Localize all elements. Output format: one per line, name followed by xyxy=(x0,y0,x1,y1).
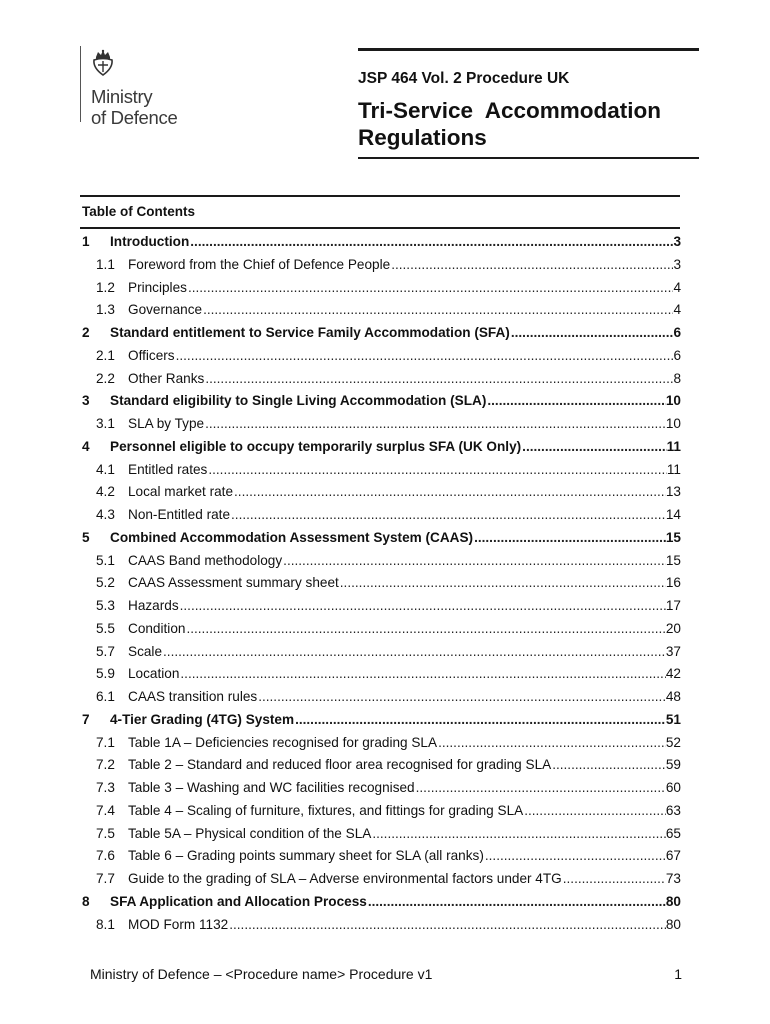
toc-entry-page: 13 xyxy=(665,484,681,500)
toc-subsection-entry[interactable] xyxy=(80,598,681,621)
toc-dot-leader xyxy=(187,280,674,295)
toc-entry-title: Governance xyxy=(128,302,203,318)
toc-subsection-entry[interactable] xyxy=(80,735,681,758)
toc-dot-leader xyxy=(179,598,666,613)
toc-dot-leader xyxy=(294,712,666,727)
toc-entry-title: Table 3 – Washing and WC facilities recognised xyxy=(128,780,415,795)
org-line-1: Ministry xyxy=(91,86,153,107)
page-footer xyxy=(90,966,682,982)
toc-section-entry[interactable] xyxy=(80,439,681,462)
toc-dot-leader xyxy=(437,735,666,750)
organisation-name xyxy=(91,86,177,128)
toc-subsection-entry[interactable] xyxy=(80,462,681,485)
toc-entry-page: 15 xyxy=(665,552,681,568)
toc-section-entry[interactable] xyxy=(80,894,681,917)
toc-entry-title: MOD Form 1132 xyxy=(128,916,229,932)
toc-entry-number: 3.1 xyxy=(96,416,115,431)
title-line-1: Tri-Service Accommodation xyxy=(358,97,662,123)
toc-subsection-entry[interactable] xyxy=(80,280,681,303)
toc-entry-page: 42 xyxy=(665,666,681,682)
toc-entry-number: 3 xyxy=(82,393,90,409)
toc-entry-title: CAAS Band methodology xyxy=(128,552,283,568)
toc-entry-number: 6.1 xyxy=(96,689,115,704)
toc-section-entry[interactable] xyxy=(80,393,681,416)
toc-entry-page: 8 xyxy=(673,370,681,386)
toc-entry-number: 4.2 xyxy=(96,484,115,500)
toc-entry-title: Personnel eligible to occupy temporarily surplus SFA (UK Only) xyxy=(110,438,522,454)
toc-entry-page: 60 xyxy=(665,780,681,795)
toc-entry-number: 8 xyxy=(82,893,90,909)
toc-entry-page: 14 xyxy=(665,507,681,522)
toc-subsection-entry[interactable] xyxy=(80,826,681,849)
toc-entry-number: 7.5 xyxy=(96,825,115,841)
toc-dot-leader xyxy=(484,848,666,863)
toc-subsection-entry[interactable] xyxy=(80,666,681,689)
toc-entry-number: 1.3 xyxy=(96,302,115,318)
toc-subsection-entry[interactable] xyxy=(80,644,681,667)
toc-subsection-entry[interactable] xyxy=(80,917,681,940)
toc-dot-leader xyxy=(162,644,666,659)
toc-dot-leader xyxy=(204,371,673,386)
toc-entry-number: 7 xyxy=(82,711,90,727)
toc-subsection-entry[interactable] xyxy=(80,302,681,325)
toc-entry-title: Foreword from the Chief of Defence People xyxy=(128,256,391,272)
page-number: 1 xyxy=(674,966,682,982)
toc-entry-page: 11 xyxy=(666,461,681,477)
toc-entry-number: 5.7 xyxy=(96,643,115,659)
toc-dot-leader xyxy=(510,325,674,340)
toc-entry-title: Table 2 – Standard and reduced floor area recognised for grading SLA xyxy=(128,757,552,773)
toc-subsection-entry[interactable] xyxy=(80,621,681,644)
toc-entry-title: Table 4 – Scaling of furniture, fixtures, and fittings for grading SLA xyxy=(128,802,524,818)
toc-entry-page: 17 xyxy=(665,598,681,613)
toc-entry-number: 2 xyxy=(82,325,90,340)
toc-entry-title: Entitled rates xyxy=(128,461,208,477)
toc-entry-number: 4.1 xyxy=(96,461,115,477)
toc-entry-title: SFA Application and Allocation Process xyxy=(110,893,367,909)
toc-entry-number: 7.1 xyxy=(96,734,115,750)
toc-entry-title: Officers xyxy=(128,347,175,363)
toc-entry-page: 10 xyxy=(665,416,681,431)
toc-entry-title: Table 1A – Deficiencies recognised for grading SLA xyxy=(128,734,438,750)
toc-dot-leader xyxy=(185,621,665,636)
toc-entry-number: 7.7 xyxy=(96,871,115,886)
toc-dot-leader xyxy=(551,757,666,772)
org-line-2: of Defence xyxy=(91,107,178,128)
toc-dot-leader xyxy=(562,871,666,886)
toc-entry-title: Standard entitlement to Service Family Accommodation (SFA) xyxy=(110,325,510,340)
logo-divider xyxy=(80,46,81,122)
toc-entry-page: 3 xyxy=(673,234,681,249)
toc-entry-number: 2.2 xyxy=(96,370,115,386)
toc-entry-page: 11 xyxy=(666,438,681,454)
toc-section-entry[interactable] xyxy=(80,530,681,553)
toc-entry-page: 4 xyxy=(673,302,681,318)
toc-entry-number: 4 xyxy=(82,438,90,454)
toc-entry-title: Location xyxy=(128,666,180,682)
toc-entry-number: 8.1 xyxy=(96,916,115,932)
toc-entry-page: 59 xyxy=(665,757,681,773)
toc-entry-page: 6 xyxy=(673,325,681,340)
toc-entry-number: 5.2 xyxy=(96,575,115,591)
toc-dot-leader xyxy=(371,826,666,841)
toc-entry-page: 20 xyxy=(665,620,681,636)
toc-subsection-entry[interactable] xyxy=(80,689,681,712)
document-subtitle: JSP 464 Vol. 2 Procedure UK xyxy=(358,69,570,87)
toc-subsection-entry[interactable] xyxy=(80,871,681,894)
footer-text: Ministry of Defence – <Procedure name> Procedure v1 xyxy=(90,966,433,982)
toc-entry-page: 3 xyxy=(673,256,681,272)
toc-dot-leader xyxy=(179,666,665,681)
toc-dot-leader xyxy=(521,439,666,454)
toc-entry-page: 6 xyxy=(673,347,681,363)
toc-entry-title: CAAS transition rules xyxy=(128,689,258,704)
royal-crest-icon xyxy=(90,48,116,78)
toc-entry-title: 4-Tier Grading (4TG) System xyxy=(110,711,295,727)
toc-entry-title: Combined Accommodation Assessment System (CAAS) xyxy=(110,529,474,545)
toc-entry-page: 67 xyxy=(665,848,681,864)
title-rule-bottom xyxy=(358,157,699,160)
toc-entry-page: 37 xyxy=(665,643,681,659)
toc-rule-top xyxy=(80,195,680,197)
toc-dot-leader xyxy=(390,257,673,272)
toc-entry-page: 48 xyxy=(665,689,681,704)
toc-entry-number: 5.9 xyxy=(96,666,115,682)
toc-entry-title: CAAS Assessment summary sheet xyxy=(128,575,339,591)
toc-entry-number: 7.6 xyxy=(96,848,115,864)
toc-entry-number: 1 xyxy=(82,234,90,249)
toc-subsection-entry[interactable] xyxy=(80,371,681,394)
toc-subsection-entry[interactable] xyxy=(80,553,681,576)
toc-dot-leader xyxy=(228,917,666,932)
toc-dot-leader xyxy=(207,462,667,477)
toc-subsection-entry[interactable] xyxy=(80,848,681,871)
toc-entry-title: Principles xyxy=(128,279,187,295)
toc-entry-number: 2.1 xyxy=(96,347,115,363)
toc-entry-title: Condition xyxy=(128,620,186,636)
toc-entry-page: 52 xyxy=(665,734,681,750)
toc-entry-title: Local market rate xyxy=(128,484,234,500)
toc-dot-leader xyxy=(473,530,666,545)
toc-entry-number: 7.2 xyxy=(96,757,115,773)
toc-section-entry[interactable] xyxy=(80,234,681,257)
toc-heading: Table of Contents xyxy=(82,204,195,219)
document-title-block xyxy=(358,48,699,159)
toc-rule-bottom xyxy=(80,227,680,229)
toc-subsection-entry[interactable] xyxy=(80,803,681,826)
toc-dot-leader xyxy=(339,575,666,590)
toc-entry-page: 63 xyxy=(665,802,681,818)
toc-subsection-entry[interactable] xyxy=(80,575,681,598)
toc-entry-title: Introduction xyxy=(110,234,190,249)
toc-entry-page: 16 xyxy=(665,575,681,591)
toc-subsection-entry[interactable] xyxy=(80,348,681,371)
toc-section-entry[interactable] xyxy=(80,325,681,348)
toc-entry-number: 5.1 xyxy=(96,552,115,568)
toc-subsection-entry[interactable] xyxy=(80,780,681,803)
title-line-2: Regulations xyxy=(358,124,487,150)
toc-entry-number: 5.3 xyxy=(96,598,115,613)
toc-entry-title: Hazards xyxy=(128,598,179,613)
toc-entry-page: 73 xyxy=(665,871,681,886)
toc-dot-leader xyxy=(230,507,666,522)
toc-entry-number: 1.2 xyxy=(96,279,115,295)
toc-subsection-entry[interactable] xyxy=(80,484,681,507)
toc-entry-page: 10 xyxy=(665,393,681,409)
toc-dot-leader xyxy=(189,234,673,249)
toc-entry-page: 15 xyxy=(665,529,681,545)
title-rule-top xyxy=(358,48,699,51)
toc-entry-number: 1.1 xyxy=(96,256,115,272)
toc-entry-title: Guide to the grading of SLA – Adverse environmental factors under 4TG xyxy=(128,871,562,886)
toc-dot-leader xyxy=(415,780,666,795)
toc-entry-title: Standard eligibility to Single Living Accommodation (SLA) xyxy=(110,393,487,409)
table-of-contents xyxy=(80,234,681,939)
toc-subsection-entry[interactable] xyxy=(80,757,681,780)
toc-subsection-entry[interactable] xyxy=(80,507,681,530)
toc-entry-title: Table 5A – Physical condition of the SLA xyxy=(128,825,372,841)
toc-entry-page: 51 xyxy=(665,711,681,727)
toc-subsection-entry[interactable] xyxy=(80,257,681,280)
toc-entry-title: Scale xyxy=(128,643,163,659)
toc-dot-leader xyxy=(257,689,666,704)
toc-entry-page: 4 xyxy=(673,279,681,295)
toc-entry-number: 5 xyxy=(82,529,90,545)
toc-dot-leader xyxy=(233,484,666,499)
toc-dot-leader xyxy=(175,348,674,363)
toc-entry-page: 65 xyxy=(665,825,681,841)
document-title xyxy=(358,97,699,151)
toc-section-entry[interactable] xyxy=(80,712,681,735)
toc-entry-page: 80 xyxy=(665,893,681,909)
toc-dot-leader xyxy=(523,803,666,818)
toc-dot-leader xyxy=(486,393,666,408)
toc-entry-title: Other Ranks xyxy=(128,370,205,386)
toc-entry-page: 80 xyxy=(665,916,681,932)
toc-dot-leader xyxy=(367,894,666,909)
toc-dot-leader xyxy=(202,302,673,317)
toc-entry-number: 5.5 xyxy=(96,620,115,636)
toc-subsection-entry[interactable] xyxy=(80,416,681,439)
toc-entry-number: 4.3 xyxy=(96,507,115,522)
toc-entry-number: 7.3 xyxy=(96,780,115,795)
toc-entry-title: Non-Entitled rate xyxy=(128,507,231,522)
toc-entry-title: Table 6 – Grading points summary sheet for SLA (all ranks) xyxy=(128,848,484,864)
toc-dot-leader xyxy=(282,553,666,568)
toc-dot-leader xyxy=(204,416,666,431)
toc-entry-number: 7.4 xyxy=(96,802,115,818)
toc-entry-title: SLA by Type xyxy=(128,416,205,431)
